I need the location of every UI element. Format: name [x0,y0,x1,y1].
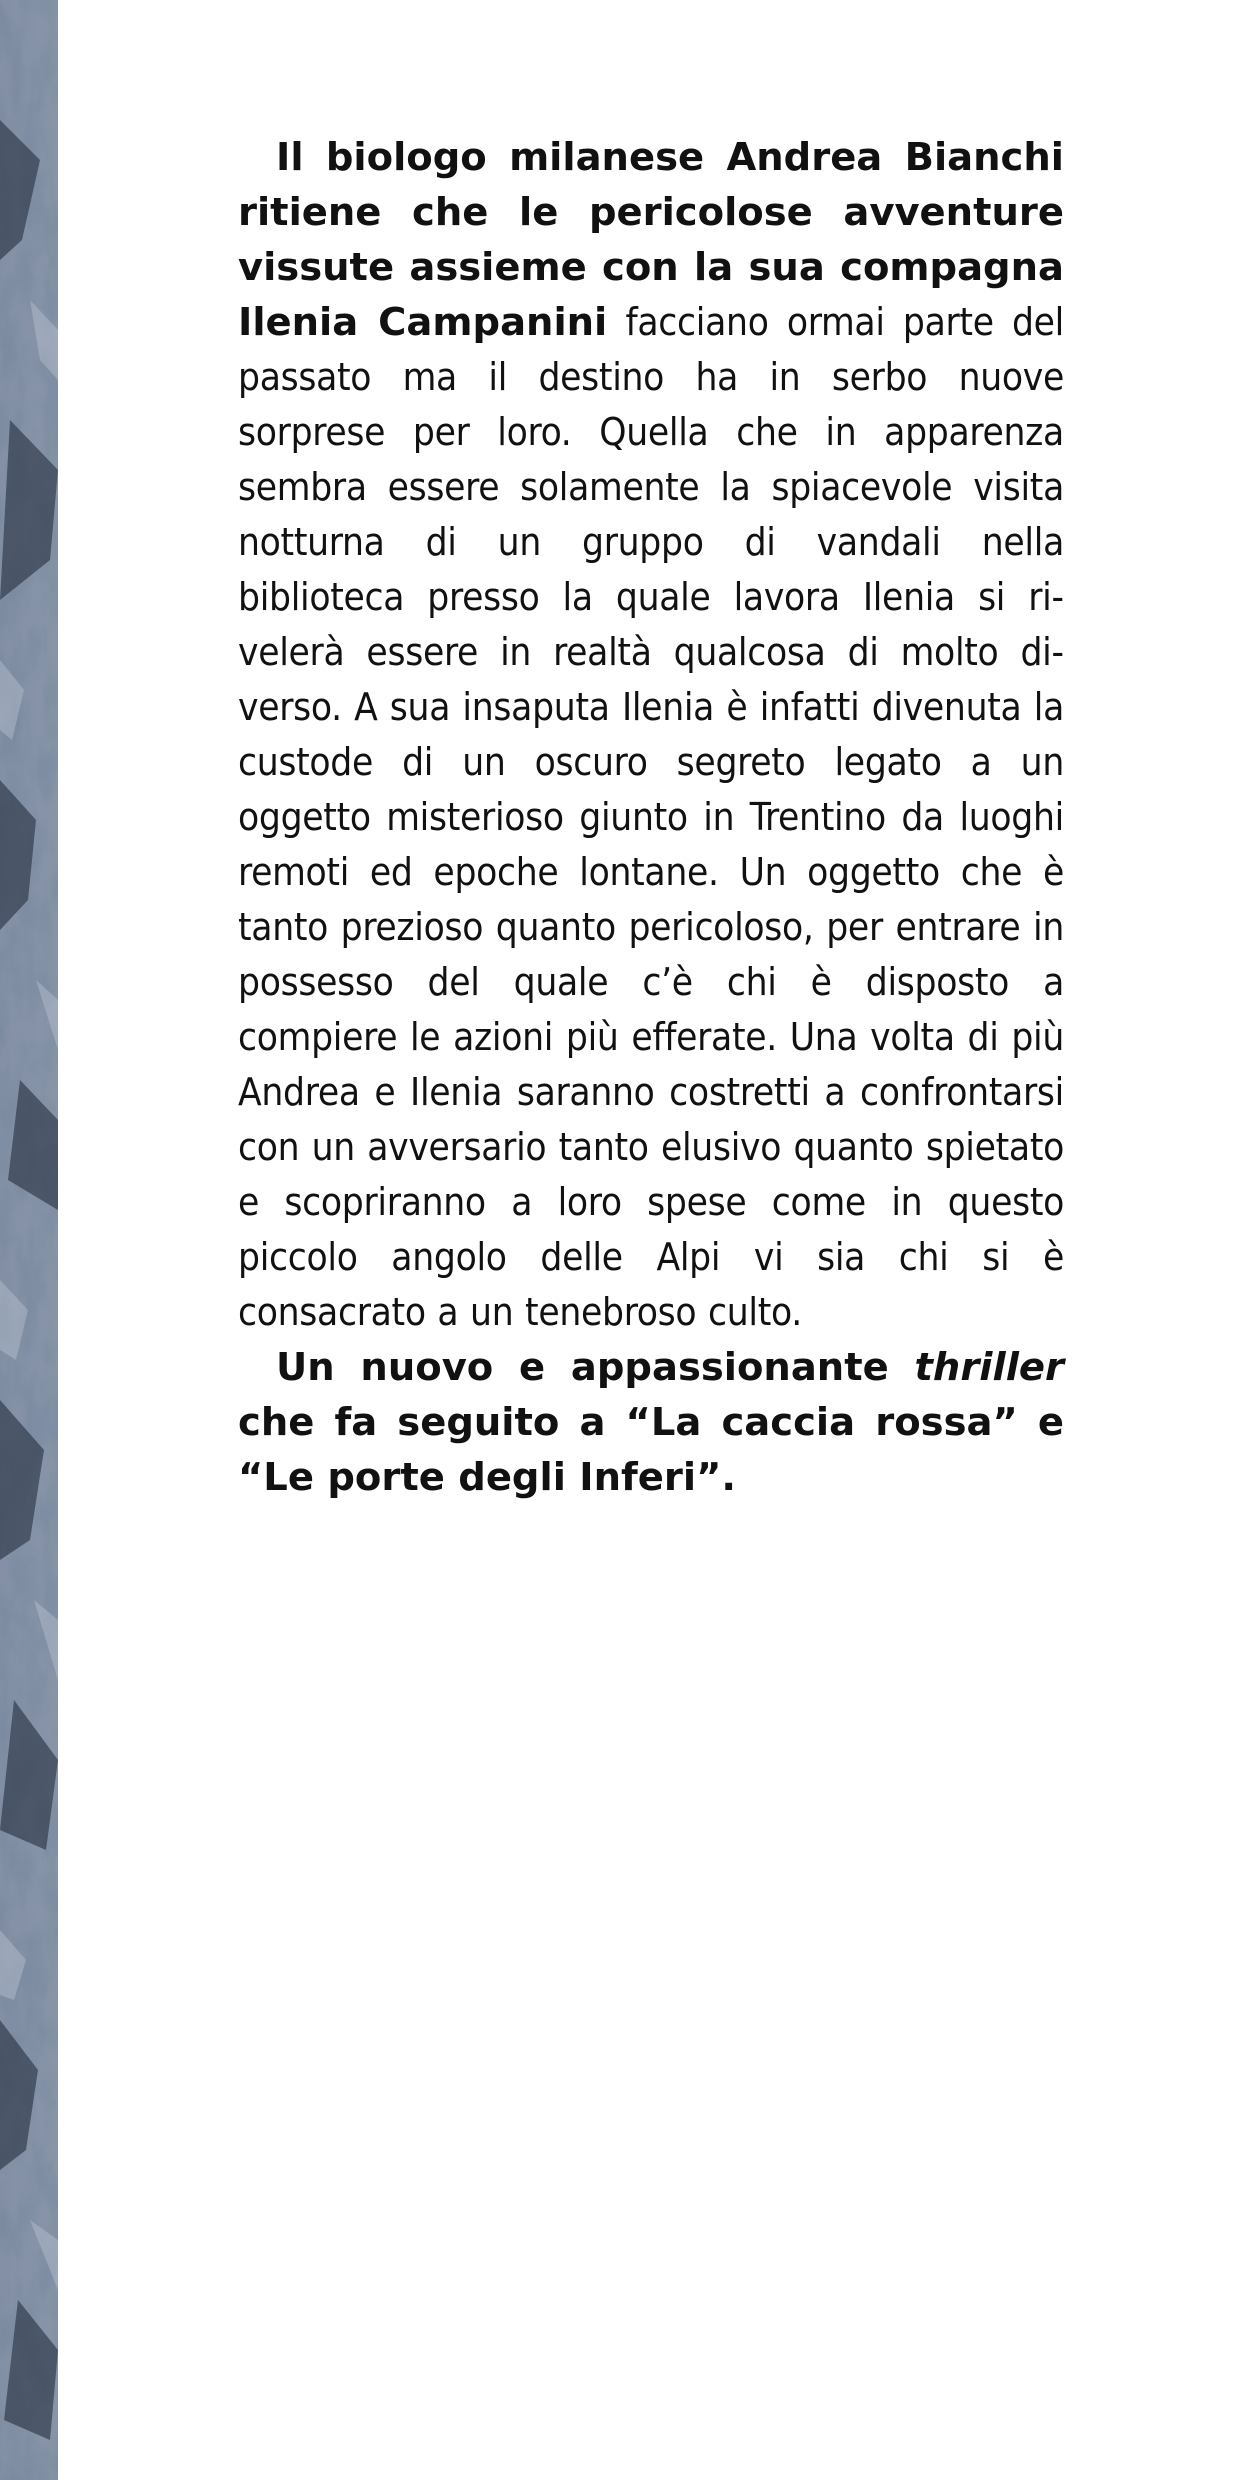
blurb-body-text: facciano ormai parte del passato ma il destino ha in serbo nuove sorprese per loro. Quella che in apparenza sembra essere solamente la spiacevole visita notturna di un gruppo di vandali nella biblioteca presso la quale lavora Ilenia si rivelerà essere in realtà qualcosa di molto diverso. A sua insaputa Ilenia è infatti divenuta la custode di un oscuro segreto legato a un oggetto misterioso giunto in Trentino da luoghi remoti ed epoche lontane. Un oggetto che è tanto prezioso quanto pericoloso, per entrare in possesso del quale c’è chi è disposto a compiere le azioni più efferate. Una volta di più Andrea e Ilenia saranno costretti a confrontarsi con un avversario tanto elusivo quanto spietato e scopriranno a loro spese come in questo piccolo angolo delle Alpi vi sia chi si è consacrato a un tenebroso culto. [238,300,1064,1335]
back-cover-blurb [238,130,1064,1505]
blurb-paragraph-1 [238,130,1064,1340]
blurb-closing-italic: thriller [914,1345,1064,1390]
blurb-closing-start: Un nuovo e appassionante [276,1345,915,1390]
blurb-closing-end: che fa seguito a “La caccia rossa” e “Le porte degli Inferi”. [238,1400,1064,1500]
rock-texture-strip [0,0,58,2480]
rock-texture-image [0,0,58,2480]
blurb-lead-bold: Il biologo milanese Andrea Bianchi ritiene che le pericolose avventure vissute assieme con la sua compagna Ilenia Campanini [238,135,1064,345]
blurb-paragraph-2 [238,1340,1064,1505]
